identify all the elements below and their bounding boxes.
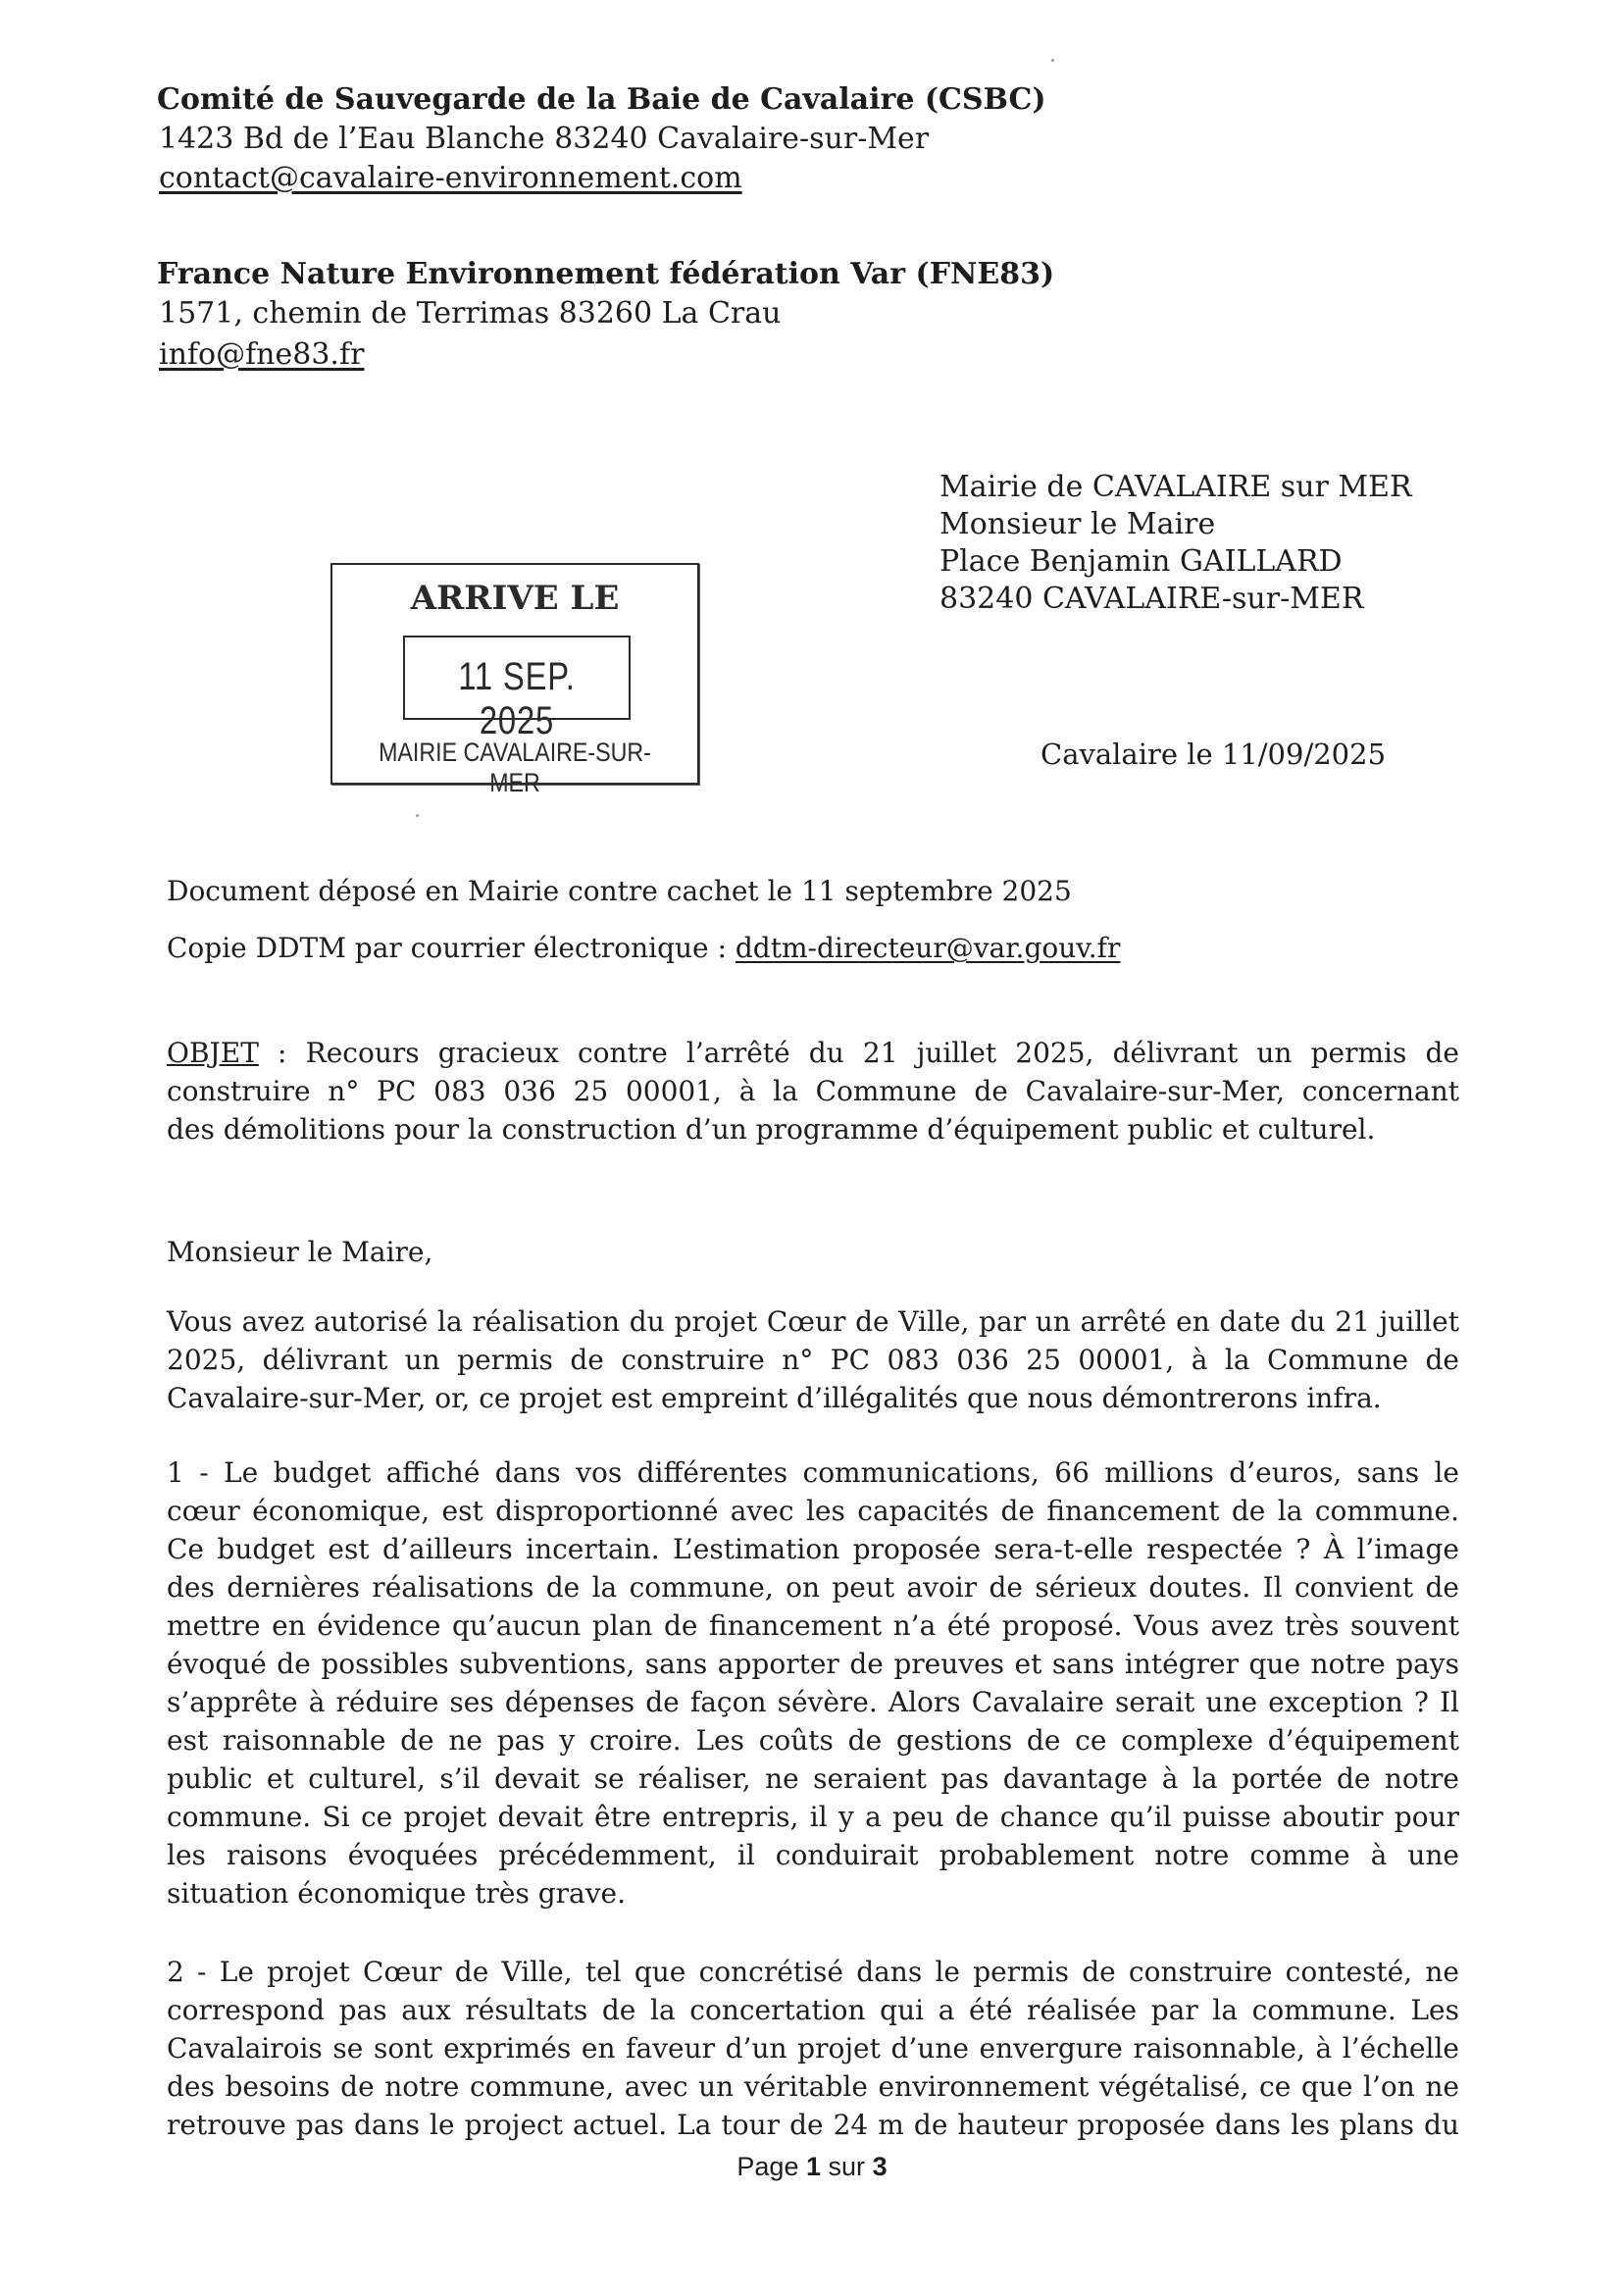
arrival-stamp [330,563,699,797]
page-footer [0,2152,1624,2182]
stamp-date-box [403,636,631,742]
objet-line-2: construire n° PC 083 036 25 00001, à la Commune de Cavalaire-sur-Mer, concernant [167,1075,1459,1107]
point1-line: des dernières réalisations de la commune, on peut avoir de sérieux doutes. Il convient de [167,1571,1459,1604]
point1-line: les raisons évoquées précédemment, il conduirait probablement notre comme à une [167,1839,1459,1871]
scan-speck [416,814,419,817]
salutation: Monsieur le Maire, [167,1236,433,1268]
footer-page-word: Page [736,2152,799,2181]
footer-page-number: 1 [805,2152,822,2181]
sender1-email[interactable]: contact@cavalaire-environnement.com [159,161,742,195]
sender2-address: 1571, chemin de Terrimas 83260 La Crau [159,296,782,331]
point2-line: retrouve pas dans le project actuel. La tour de 24 m de hauteur proposée dans les plans du [167,2109,1459,2141]
stamp-footer: MAIRIE CAVALAIRE-SUR-MER [379,738,651,797]
point1-line: situation économique très grave. [167,1877,627,1910]
sender1-address: 1423 Bd de l’Eau Blanche 83240 Cavalaire-sur-Mer [159,122,930,156]
objet-text-1: : Recours gracieux contre l’arrêté du 21 juillet 2025, délivrant un permis de [258,1037,1459,1069]
point1-line: commune. Si ce projet devait être entrepris, il y a peu de chance qu’il puisse aboutir pour [167,1801,1459,1833]
recipient-line-1: Mairie de CAVALAIRE sur MER [939,470,1412,504]
objet-line-3: des démolitions pour la construction d’un programme d’équipement public et culturel. [167,1113,1376,1146]
date-line: Cavalaire le 11/09/2025 [1040,738,1387,771]
recipient-line-3: Place Benjamin GAILLARD [939,544,1343,579]
copy-line [167,932,1120,964]
stamp-title: ARRIVE LE [410,579,620,618]
intro-paragraph [167,1302,1459,1417]
point2-line: Cavalairois se sont exprimés en faveur d’un projet d’une envergure raisonnable, à l’échelle [167,2032,1459,2065]
copy-prefix: Copie DDTM par courrier électronique : [167,932,736,964]
point1-line: évoqué de possibles subventions, sans apporter de preuves et sans intégrer que notre pays [167,1648,1459,1680]
sender2-email[interactable]: info@fne83.fr [159,337,365,372]
intro-line: 2025, délivrant un permis de construire n° PC 083 036 25 00001, à la Commune de [167,1344,1459,1376]
deposit-line: Document déposé en Mairie contre cachet le 11 septembre 2025 [167,875,1072,907]
recipient-line-2: Monsieur le Maire [939,507,1216,541]
sender1-name: Comité de Sauvegarde de la Baie de Cavalaire (CSBC) [157,82,1046,117]
sender2-name: France Nature Environnement fédération Var (FNE83) [157,257,1055,291]
objet-line-1 [167,1034,1459,1072]
point1-line: cœur économique, est disproportionné avec les capacités de financement de la commune. [167,1495,1459,1527]
intro-line: Vous avez autorisé la réalisation du projet Cœur de Ville, par un arrêté en date du 21 juillet [167,1305,1459,1338]
footer-page-total: 3 [872,2152,888,2181]
point1-line: est raisonnable de ne pas y croire. Les coûts de gestions de ce complexe d’équipement [167,1724,1459,1757]
ddtm-email-link[interactable]: ddtm-directeur@var.gouv.fr [735,932,1121,964]
point1-line: Ce budget est d’ailleurs incertain. L’estimation proposée sera-t-elle respectée ? À l’image [167,1533,1459,1565]
point1-paragraph [167,1453,1459,1912]
intro-line: Cavalaire-sur-Mer, or, ce projet est empreint d’illégalités que nous démontrerons infra. [167,1382,1382,1414]
stamp-date: 11 SEP. 2025 [458,655,576,742]
point1-line: 1 - Le budget affiché dans vos différentes communications, 66 millions d’euros, sans le [167,1456,1459,1489]
point2-line: correspond pas aux résultats de la concertation qui a été réalisée par la commune. Les [167,1994,1459,2026]
objet-label: OBJET [167,1037,259,1069]
footer-of-word: sur [828,2152,866,2181]
point1-line: mettre en évidence qu’aucun plan de financement n’a été proposé. Vous avez très souvent [167,1609,1459,1642]
scan-speck [1051,59,1054,62]
point2-paragraph [167,1953,1459,2144]
recipient-line-4: 83240 CAVALAIRE-sur-MER [939,582,1364,616]
point2-line: 2 - Le projet Cœur de Ville, tel que concrétisé dans le permis de construire contesté, ne [167,1956,1459,1988]
point1-line: s’apprête à réduire ses dépenses de façon sévère. Alors Cavalaire serait une exception ? Il [167,1686,1459,1718]
point1-line: public et culturel, s’il devait se réaliser, ne seraient pas davantage à la portée de notre [167,1762,1459,1795]
objet-block [167,1034,1459,1148]
point2-line: des besoins de notre commune, avec un véritable environnement végétalisé, ce que l’on ne [167,2070,1459,2103]
recipient-block [939,469,1412,618]
